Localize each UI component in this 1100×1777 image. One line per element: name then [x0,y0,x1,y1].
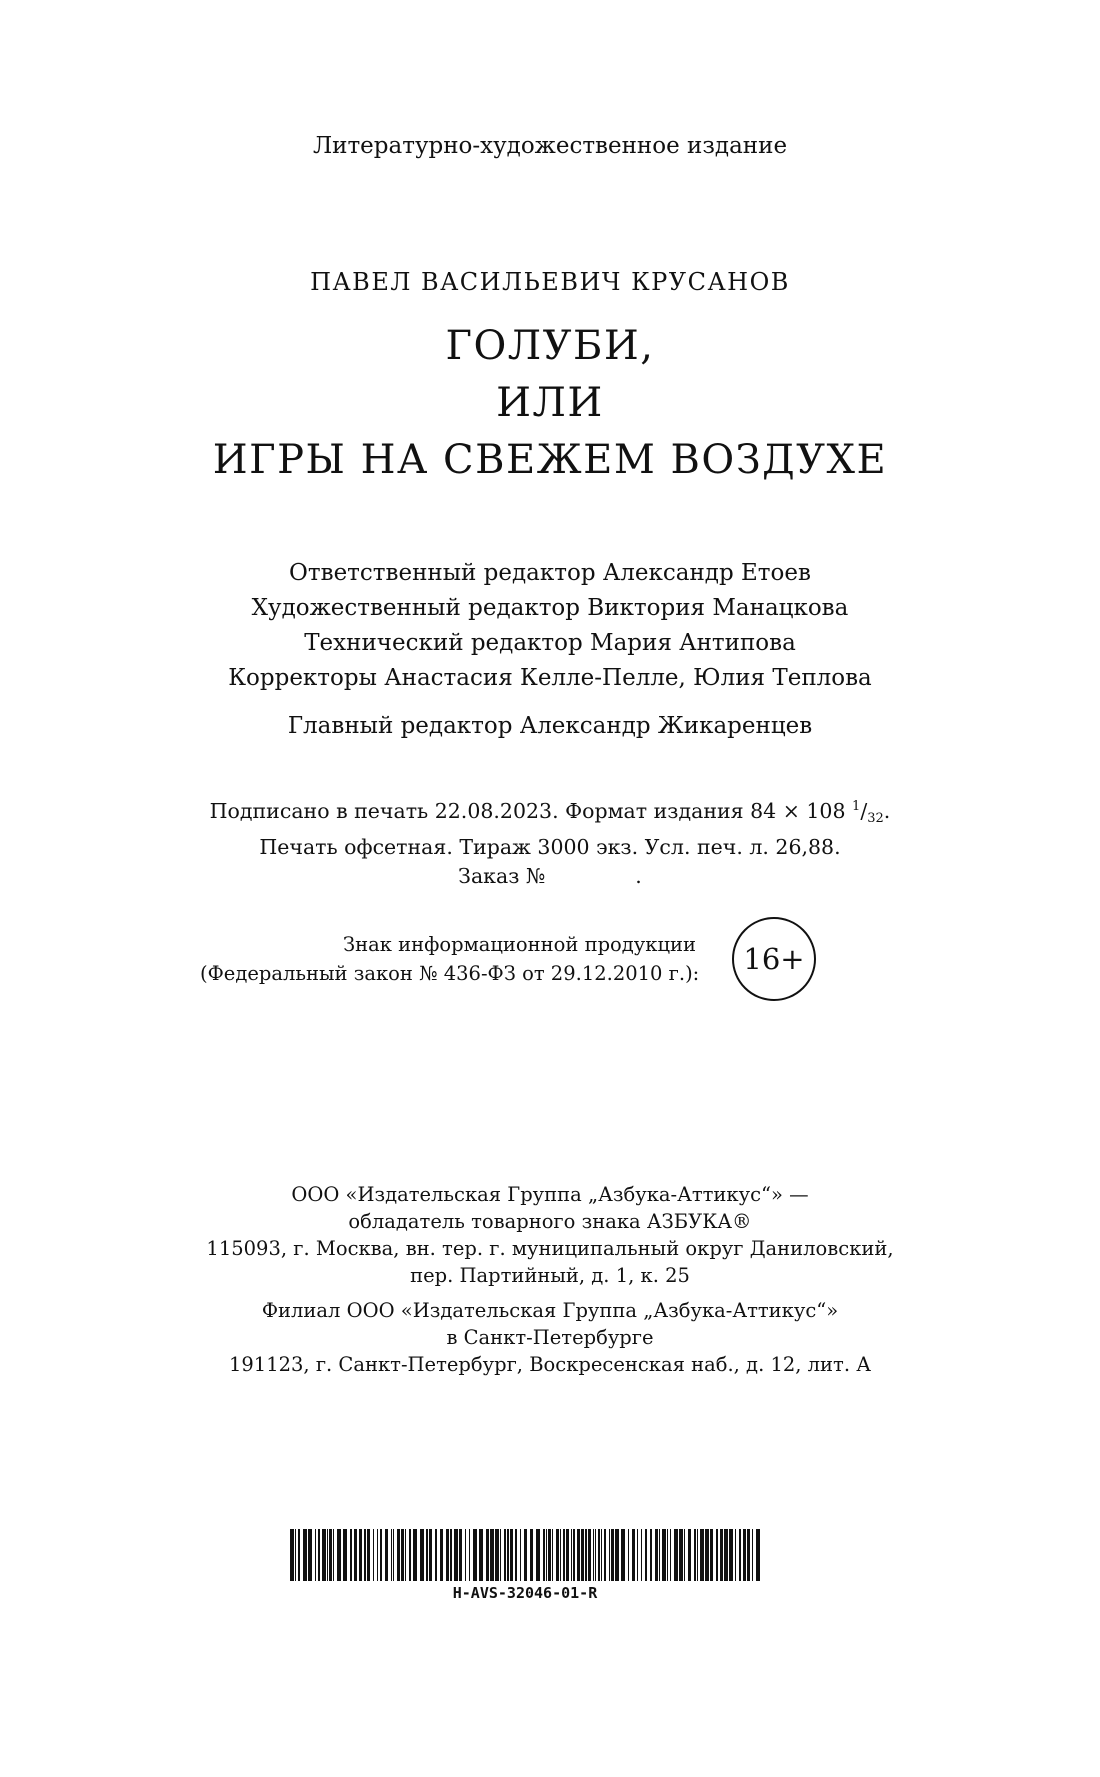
barcode-bar [609,1529,610,1581]
signed-to-print-text: Подписано в печать 22.08.2023. Формат издания 84 × 108 [209,799,853,823]
barcode-bar [739,1529,741,1581]
barcode-bar [367,1529,370,1581]
order-number [0,862,1100,891]
barcode-bar [581,1529,584,1581]
barcode-bar [694,1529,696,1581]
barcode-bar [641,1529,642,1581]
barcode-bar [752,1529,753,1581]
technical-editor: Технический редактор Мария Антипова [304,630,796,656]
publisher-line: пер. Партийный, д. 1, к. 25 [410,1264,690,1287]
barcode-bar [674,1529,678,1581]
barcode-bar [729,1529,733,1581]
barcode-bar [536,1529,540,1581]
barcode-bar [662,1529,666,1581]
barcode-bar [524,1529,527,1581]
barcode-bar [397,1529,400,1581]
barcode-bar [385,1529,388,1581]
barcode-bar [329,1529,332,1581]
barcode-bar [520,1529,521,1581]
barcode-bar [615,1529,619,1581]
format-period: . [883,799,891,823]
barcode-bar [426,1529,428,1581]
barcode-bar [391,1529,392,1581]
barcode-bar [563,1529,565,1581]
barcode-label: H-AVS-32046-01-R [452,1584,598,1602]
format-slash: / [860,799,868,823]
barcode-bar [655,1529,658,1581]
barcode-bar [380,1529,382,1581]
age-rating-value: 16+ [743,942,805,976]
barcode-bar [705,1529,709,1581]
barcode-bar [724,1529,728,1581]
info-sign-line: Знак информационной продукции [342,933,696,956]
barcode-bar [637,1529,638,1581]
barcode-bar [393,1529,394,1581]
barcode-bar [465,1529,466,1581]
barcode-bar [530,1529,533,1581]
barcode-bar [333,1529,334,1581]
barcode-bar [327,1529,328,1581]
publisher-info [0,1181,1100,1378]
publisher-line: обладатель товарного знака АЗБУКА® [348,1210,752,1233]
barcode-bar [756,1529,760,1581]
barcode-bar [377,1529,378,1581]
barcode-bar [588,1529,591,1581]
barcode-bar [308,1529,312,1581]
barcode-bar [650,1529,652,1581]
barcode-bar [566,1529,569,1581]
branch-line: Филиал ООО «Издательская Группа „Азбука-Аттикус“» [261,1299,839,1322]
barcode-bar [700,1529,704,1581]
age-rating-badge [732,917,816,1001]
book-title [0,318,1100,489]
author-name: ПАВЕЛ ВАСИЛЬЕВИЧ КРУСАНОВ [310,268,790,296]
genre-label: Литературно-художественное издание [312,133,788,159]
barcode-bar [450,1529,452,1581]
title-line: ИЛИ [496,380,604,426]
barcode-bar [318,1529,320,1581]
barcode-bar [720,1529,723,1581]
signed-to-print [0,792,1100,833]
barcode-bar [571,1529,572,1581]
staff-credits [0,556,1100,696]
barcode-bar [688,1529,691,1581]
barcode-bar [632,1529,635,1581]
barcode-bar [290,1529,294,1581]
barcode-bar [573,1529,575,1581]
publisher-line: 115093, г. Москва, вн. тер. г. муниципальный округ Даниловский, [206,1237,894,1260]
barcode-bar [598,1529,600,1581]
barcode-image [290,1529,760,1581]
barcode-bar [295,1529,296,1581]
barcode-bar [560,1529,561,1581]
barcode-bar [303,1529,307,1581]
barcode-bar [350,1529,352,1581]
barcode-bar [495,1529,499,1581]
barcode-bar [322,1529,326,1581]
format-denominator: 32 [867,811,884,826]
info-sign-law: (Федеральный закон № 436-ФЗ от 29.12.2010 г.): [200,962,700,985]
barcode-bar [469,1529,470,1581]
barcode-bar [543,1529,545,1581]
branch-line: в Санкт-Петербурге [446,1326,654,1349]
barcode-bar [454,1529,458,1581]
barcode-bar [628,1529,629,1581]
barcode-bar [510,1529,513,1581]
barcode-bar [507,1529,509,1581]
publisher-line: ООО «Издательская Группа „Азбука-Аттикус“» — [291,1183,809,1206]
barcode-bar [684,1529,685,1581]
barcode-bar [546,1529,547,1581]
proofreaders: Корректоры Анастасия Келле-Пелле, Юлия Теплова [228,665,872,691]
branch-line: 191123, г. Санкт-Петербург, Воскресенская наб., д. 12, лит. А [228,1353,872,1376]
responsible-editor: Ответственный редактор Александр Етоев [289,560,811,586]
info-sign-text [200,930,700,988]
barcode-bar [601,1529,602,1581]
barcode-bar [435,1529,437,1581]
barcode-bar [298,1529,300,1581]
barcode-bar [409,1529,411,1581]
barcode-bar [645,1529,647,1581]
barcode-bar [679,1529,683,1581]
barcode-bar [490,1529,494,1581]
barcode-bar [743,1529,746,1581]
barcode-bar [364,1529,366,1581]
barcode-bar [735,1529,736,1581]
barcode-bar [413,1529,417,1581]
barcode-bar [479,1529,483,1581]
barcode-bar [401,1529,404,1581]
barcode-bar [710,1529,713,1581]
barcode-bar [548,1529,551,1581]
chief-editor: Главный редактор Александр Жикаренцев [287,713,813,739]
order-label: Заказ № [458,864,546,888]
barcode-bar [486,1529,489,1581]
barcode-bar [659,1529,660,1581]
barcode-bar [500,1529,501,1581]
barcode-bar [440,1529,443,1581]
barcode-bar [593,1529,594,1581]
barcode-bar [667,1529,668,1581]
barcode-bar [315,1529,316,1581]
print-run: Печать офсетная. Тираж 3000 экз. Усл. печ. л. 26,88. [259,835,841,859]
title-line: ГОЛУБИ, [445,323,655,369]
barcode-bar [459,1529,462,1581]
printing-info [0,792,1100,891]
barcode-bar [359,1529,362,1581]
barcode-bar [716,1529,718,1581]
barcode-bar [552,1529,553,1581]
barcode-bar [405,1529,406,1581]
barcode-bar [337,1529,341,1581]
barcode-bar [354,1529,357,1581]
barcode-bar [556,1529,559,1581]
barcode-bar [515,1529,517,1581]
barcode-bar [697,1529,698,1581]
barcode-bar [604,1529,606,1581]
barcode-bar [343,1529,347,1581]
barcode-bar [621,1529,625,1581]
barcode-bar [670,1529,671,1581]
barcode-bar [595,1529,596,1581]
barcode-bar [585,1529,587,1581]
art-editor: Художественный редактор Виктория Манацкова [251,595,849,621]
barcode-bar [577,1529,580,1581]
barcode-bar [611,1529,614,1581]
barcode-bar [504,1529,506,1581]
barcode-bar [446,1529,449,1581]
order-end: . [635,864,642,888]
barcode-bar [429,1529,432,1581]
title-line: ИГРЫ НА СВЕЖЕМ ВОЗДУХЕ [212,437,888,483]
barcode-bar [473,1529,477,1581]
format-numerator: 1 [852,799,861,814]
barcode-bar [420,1529,424,1581]
barcode-bar [373,1529,374,1581]
barcode-bar [747,1529,750,1581]
